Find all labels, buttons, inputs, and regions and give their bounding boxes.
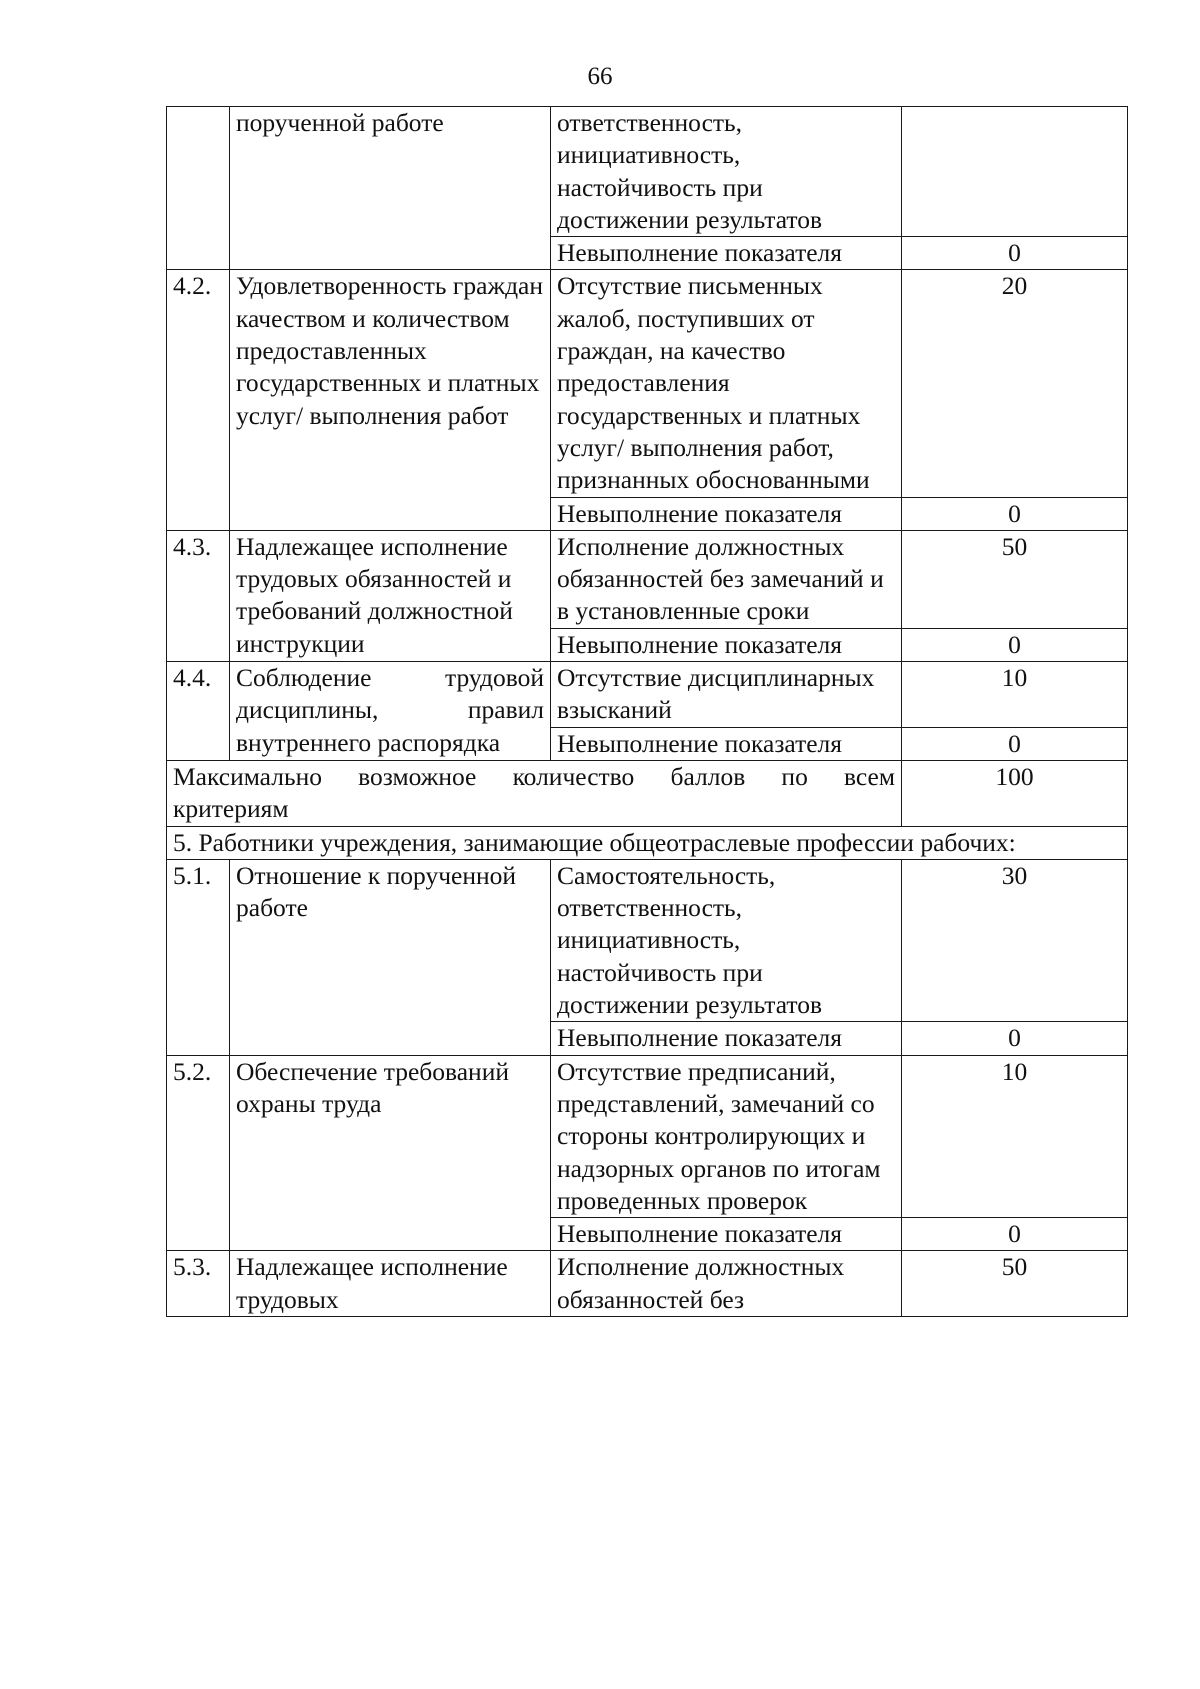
table-row: [167, 662, 1128, 728]
row-number-cell: 5.3.: [167, 1251, 230, 1317]
fail-score-cell: 0: [902, 497, 1128, 530]
score-cell: 20: [902, 270, 1128, 497]
table-row: [167, 270, 1128, 497]
row-number-cell: [167, 107, 230, 270]
criterion-name-cell: Надлежащее исполнение трудовых обязанностей и требований должностной инструкции: [230, 530, 551, 661]
fail-score-cell: 0: [902, 1218, 1128, 1251]
row-number-cell: 5.1.: [167, 859, 230, 1055]
max-total-label-line: Максимально возможное количество баллов по всем: [173, 761, 895, 791]
score-cell: 30: [902, 859, 1128, 1021]
criterion-name-cell: Удовлетворенность граждан качеством и количеством предоставленных государственных и платных услуг/ выполнения работ: [230, 270, 551, 530]
table-row: [167, 107, 1128, 237]
row-number-cell: 4.3.: [167, 530, 230, 661]
indicator-cell: Исполнение должностных обязанностей без замечаний и в установленные сроки: [551, 530, 902, 628]
criterion-name-line: Соблюдение трудовой: [236, 663, 544, 693]
criterion-name-line: внутреннего распорядка: [236, 727, 501, 757]
criteria-table: [166, 106, 1128, 1317]
max-total-label-line: критериям: [173, 794, 289, 824]
indicator-cell: Самостоятельность, ответственность, инициативность, настойчивость при достижении результатов: [551, 859, 902, 1021]
score-cell: [902, 107, 1128, 237]
table-row: [167, 859, 1128, 1021]
score-cell: 50: [902, 1251, 1128, 1317]
criterion-name-cell: [230, 662, 551, 761]
table-row: [167, 1055, 1128, 1217]
fail-score-cell: 0: [902, 727, 1128, 760]
fail-score-cell: 0: [902, 237, 1128, 270]
fail-indicator-cell: Невыполнение показателя: [551, 497, 902, 530]
max-total-row: [167, 760, 1128, 826]
fail-score-cell: 0: [902, 628, 1128, 661]
table-row: [167, 530, 1128, 628]
fail-indicator-cell: Невыполнение показателя: [551, 1218, 902, 1251]
max-total-label: [167, 760, 902, 826]
criterion-name-cell: Надлежащее исполнение трудовых: [230, 1251, 551, 1317]
section-heading-row: [167, 826, 1128, 859]
fail-indicator-cell: Невыполнение показателя: [551, 1022, 902, 1055]
criterion-name-cell: Обеспечение требований охраны труда: [230, 1055, 551, 1251]
indicator-cell: Отсутствие дисциплинарных взысканий: [551, 662, 902, 728]
row-number-cell: 5.2.: [167, 1055, 230, 1251]
max-total-score: 100: [902, 760, 1128, 826]
row-number-cell: 4.4.: [167, 662, 230, 761]
section-heading: 5. Работники учреждения, занимающие общеотраслевые профессии рабочих:: [167, 826, 1128, 859]
criterion-name-cell: Отношение к порученной работе: [230, 859, 551, 1055]
fail-indicator-cell: Невыполнение показателя: [551, 628, 902, 661]
score-cell: 50: [902, 530, 1128, 628]
indicator-cell: ответственность, инициативность, настойчивость при достижении результатов: [551, 107, 902, 237]
criterion-name-cell: порученной работе: [230, 107, 551, 270]
indicator-cell: Отсутствие письменных жалоб, поступивших от граждан, на качество предоставления государственных и платных услуг/ выполнения работ, признанных обоснованными: [551, 270, 902, 497]
fail-indicator-cell: Невыполнение показателя: [551, 727, 902, 760]
criterion-name-line: дисциплины, правил: [236, 695, 544, 725]
table-row: [167, 1251, 1128, 1317]
page-number: 66: [587, 63, 613, 90]
score-cell: 10: [902, 662, 1128, 728]
indicator-cell: Исполнение должностных обязанностей без: [551, 1251, 902, 1317]
indicator-cell: Отсутствие предписаний, представлений, замечаний со стороны контролирующих и надзорных органов по итогам проведенных проверок: [551, 1055, 902, 1217]
fail-score-cell: 0: [902, 1022, 1128, 1055]
fail-indicator-cell: Невыполнение показателя: [551, 237, 902, 270]
row-number-cell: 4.2.: [167, 270, 230, 530]
score-cell: 10: [902, 1055, 1128, 1217]
